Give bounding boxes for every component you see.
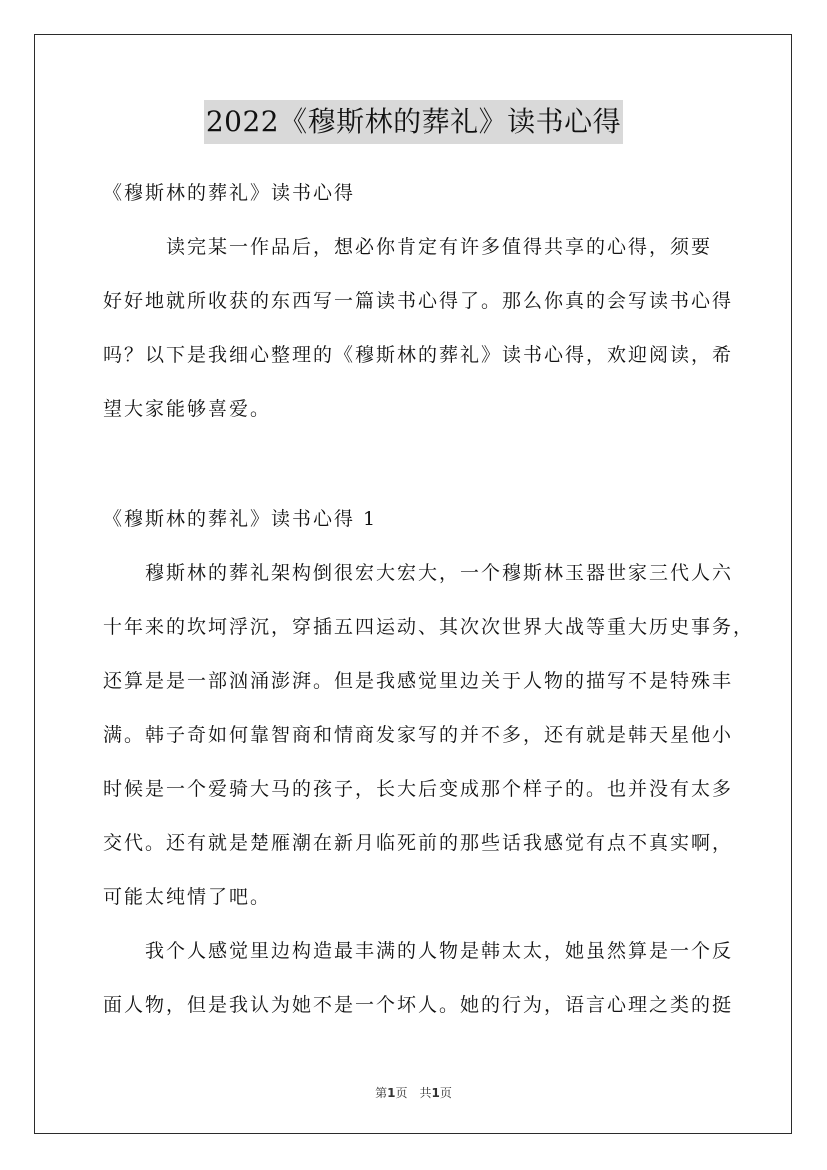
footer-page-suffix: 页 共	[395, 1086, 432, 1100]
paragraph-1	[103, 546, 755, 924]
paragraph-line: 我个人感觉里边构造最丰满的人物是韩太太，她虽然算是一个反	[103, 940, 734, 962]
intro-line: 望大家能够喜爱。	[103, 398, 272, 420]
intro-line: 吗？以下是我细心整理的《穆斯林的葬礼》读书心得，欢迎阅读，希	[103, 344, 734, 366]
paragraph-line: 穆斯林的葬礼架构倒很宏大宏大，一个穆斯林玉器世家三代人六	[103, 562, 734, 584]
paragraph-line: 十年来的坎坷浮沉，穿插五四运动、其次次世界大战等重大历史事务，	[103, 616, 755, 638]
document-title	[0, 100, 827, 144]
footer-page-number: 1	[387, 1086, 396, 1100]
paragraph-line: 面人物，但是我认为她不是一个坏人。她的行为，语言心理之类的挺	[103, 994, 734, 1016]
section-heading: 《穆斯林的葬礼》读书心得 1	[103, 508, 378, 530]
paragraph-line: 可能太纯情了吧。	[103, 886, 272, 908]
footer-total-suffix: 页	[439, 1086, 452, 1100]
paragraph-line: 还算是是一部汹涌澎湃。但是我感觉里边关于人物的描写不是特殊丰	[103, 670, 734, 692]
subtitle: 《穆斯林的葬礼》读书心得	[103, 182, 356, 204]
subtitle-block	[103, 166, 735, 220]
intro-paragraph	[103, 220, 735, 436]
paragraph-line: 满。韩子奇如何靠智商和情商发家写的并不多，还有就是韩天星他小	[103, 724, 734, 746]
document-title-text: 2022《穆斯林的葬礼》读书心得	[204, 100, 623, 144]
intro-line: 好好地就所收获的东西写一篇读书心得了。那么你真的会写读书心得	[103, 290, 734, 312]
paragraph-2	[103, 924, 735, 1032]
paragraph-line: 时候是一个爱骑大马的孩子，长大后变成那个样子的。也并没有太多	[103, 778, 734, 800]
footer-prefix: 第	[375, 1086, 388, 1100]
footer-total-pages: 1	[431, 1086, 440, 1100]
section-heading-block	[103, 492, 735, 546]
intro-line: 读完某一作品后，想必你肯定有许多值得共享的心得，须要	[103, 236, 713, 258]
paragraph-line: 交代。还有就是楚雁潮在新月临死前的那些话我感觉有点不真实啊，	[103, 832, 734, 854]
page-footer	[0, 1084, 827, 1101]
